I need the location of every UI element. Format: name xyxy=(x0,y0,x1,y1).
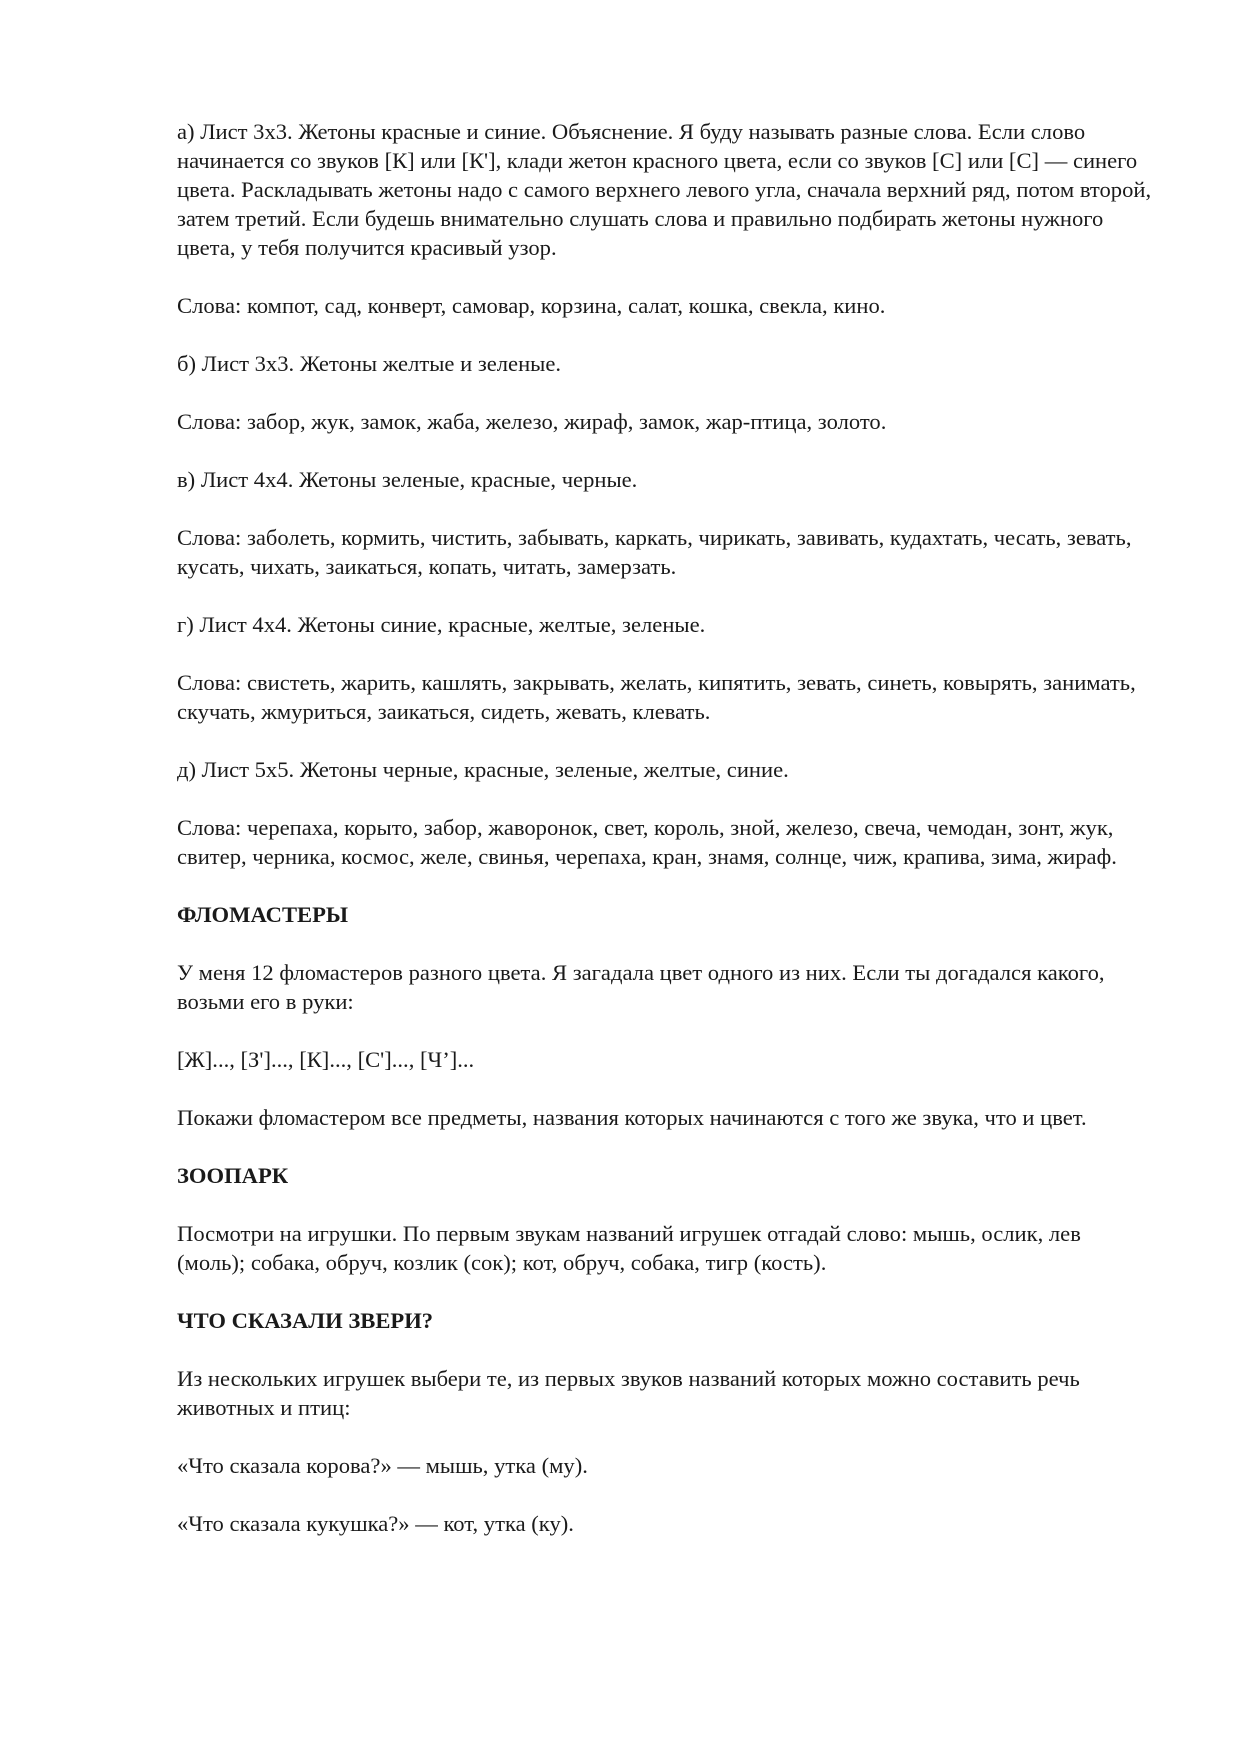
heading-chto-skazali-zveri: ЧТО СКАЗАЛИ ЗВЕРИ? xyxy=(177,1308,434,1333)
flomastery-sounds: [Ж]..., [З']..., [К]..., [С']..., [Ч’]... xyxy=(177,1047,475,1072)
zveri-example-cuckoo: «Что сказала кукушка?» — кот, утка (ку). xyxy=(177,1511,574,1536)
zveri-intro: Из нескольких игрушек выбери те, из первых звуков названий которых можно составить речь животных и птиц: xyxy=(177,1366,1080,1420)
zveri-example-cow: «Что сказала корова?» — мышь, утка (му). xyxy=(177,1453,588,1478)
flomastery-intro: У меня 12 фломастеров разного цвета. Я загадала цвет одного из них. Если ты догадался какого, возьми его в руки: xyxy=(177,960,1105,1014)
task-c-text: в) Лист 4x4. Жетоны зеленые, красные, черные. xyxy=(177,467,638,492)
task-e-text: д) Лист 5x5. Жетоны черные, красные, зеленые, желтые, синие. xyxy=(177,757,789,782)
flomastery-task: Покажи фломастером все предметы, названия которых начинаются с того же звука, что и цвет. xyxy=(177,1105,1087,1130)
task-a-words: Слова: компот, сад, конверт, самовар, корзина, салат, кошка, свекла, кино. xyxy=(177,293,886,318)
heading-zoopark: ЗООПАРК xyxy=(177,1163,289,1188)
task-e-words: Слова: черепаха, корыто, забор, жаворонок, свет, король, зной, железо, свеча, чемодан, зонт, жук, свитер, черника, космос, желе, свинья, черепаха, кран, знамя, солнце, чиж, крапива, зима, жираф. xyxy=(177,815,1117,869)
task-b-words: Слова: забор, жук, замок, жаба, железо, жираф, замок, жар-птица, золото. xyxy=(177,409,887,434)
heading-flomastery: ФЛОМАСТЕРЫ xyxy=(177,902,349,927)
task-a-text: а) Лист 3x3. Жетоны красные и синие. Объяснение. Я буду называть разные слова. Если слово начинается со звуков [К] или [К'], клади жетон красного цвета, если со звуков [С] или [С] — синего цвета. Раскладывать жетоны надо с самого верхнего левого угла, сначала верхний ряд, потом второй, затем третий. Если будешь внимательно слушать слова и правильно подбирать жетоны нужного цвета, у тебя получится красивый узор. xyxy=(177,119,1152,260)
task-c-words: Слова: заболеть, кормить, чистить, забывать, каркать, чирикать, завивать, кудахтать, чесать, зевать, кусать, чихать, заикаться, копать, читать, замерзать. xyxy=(177,525,1132,579)
task-d-words: Слова: свистеть, жарить, кашлять, закрывать, желать, кипятить, зевать, синеть, ковырять, занимать, скучать, жмуриться, заикаться, сидеть, жевать, клевать. xyxy=(177,670,1136,724)
zoopark-text: Посмотри на игрушки. По первым звукам названий игрушек отгадай слово: мышь, ослик, лев (моль); собака, обруч, козлик (сок); кот, обруч, собака, тигр (кость). xyxy=(177,1221,1081,1275)
task-d-text: г) Лист 4x4. Жетоны синие, красные, желтые, зеленые. xyxy=(177,612,706,637)
document-body xyxy=(177,117,1152,1567)
task-b-text: б) Лист 3x3. Жетоны желтые и зеленые. xyxy=(177,351,562,376)
